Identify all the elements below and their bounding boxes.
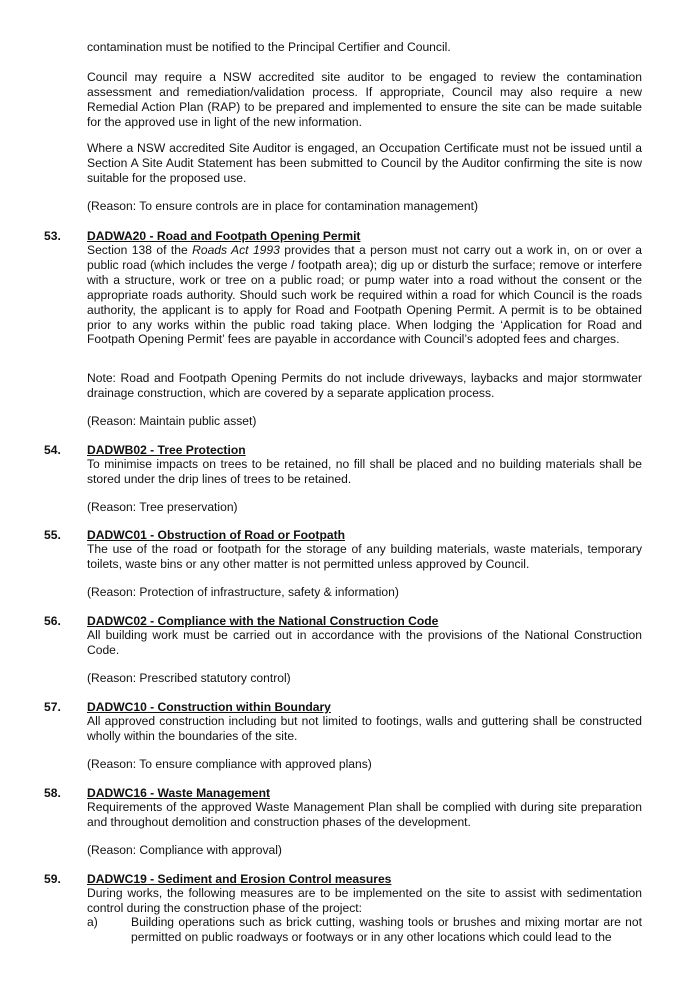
- act-title: Roads Act 1993: [192, 243, 280, 257]
- condition-body: Requirements of the approved Waste Management Plan shall be complied with during site preparation and throughout demolition and construction phases of the development.: [87, 800, 642, 829]
- condition-note: Note: Road and Footpath Opening Permits do not include driveways, laybacks and major stormwater drainage construction, which are covered by a separate application process.: [87, 371, 642, 400]
- condition-number: 58.: [44, 786, 61, 800]
- list-item-text: Building operations such as brick cutting, washing tools or brushes and mixing mortar are not permitted on public roadways or footways or in any other locations which could lead to the: [131, 915, 642, 944]
- condition-heading: DADWA20 - Road and Footpath Opening Permit: [87, 229, 361, 243]
- condition-heading: DADWC01 - Obstruction of Road or Footpath: [87, 528, 345, 542]
- condition-body: [87, 243, 642, 347]
- condition-reason: (Reason: Protection of infrastructure, safety & information): [87, 585, 399, 599]
- intro-paragraph-2: Council may require a NSW accredited site auditor to be engaged to review the contamination assessment and remediation/validation process. If appropriate, Council may also require a new Remedial Action Plan (RAP) to be prepared and implemented to ensure the site can be made suitable for the approved use in light of the new information.: [87, 70, 642, 129]
- list-item-label: a): [87, 915, 98, 929]
- condition-reason: (Reason: Tree preservation): [87, 500, 238, 514]
- condition-body: All building work must be carried out in accordance with the provisions of the National Construction Code.: [87, 628, 642, 657]
- condition-number: 53.: [44, 229, 61, 243]
- intro-reason: (Reason: To ensure controls are in place for contamination management): [87, 199, 479, 213]
- condition-number: 56.: [44, 614, 61, 628]
- condition-body: During works, the following measures are to be implemented on the site to assist with sedimentation control during the construction phase of the project:: [87, 886, 642, 915]
- condition-number: 55.: [44, 528, 61, 542]
- condition-heading: DADWB02 - Tree Protection: [87, 443, 246, 457]
- condition-heading: DADWC02 - Compliance with the National Construction Code: [87, 614, 439, 628]
- intro-paragraph-3: Where a NSW accredited Site Auditor is engaged, an Occupation Certificate must not be issued until a Section A Site Audit Statement has been submitted to Council by the Auditor confirming the site is now suitable for the proposed use.: [87, 141, 642, 185]
- condition-reason: (Reason: Compliance with approval): [87, 843, 282, 857]
- condition-body: All approved construction including but not limited to footings, walls and guttering shall be constructed wholly within the boundaries of the site.: [87, 714, 642, 743]
- condition-heading: DADWC16 - Waste Management: [87, 786, 271, 800]
- intro-paragraph-1: contamination must be notified to the Principal Certifier and Council.: [87, 40, 451, 54]
- condition-reason: (Reason: To ensure compliance with approved plans): [87, 757, 372, 771]
- condition-heading: DADWC19 - Sediment and Erosion Control measures: [87, 872, 392, 886]
- body-text: Section 138 of the: [87, 243, 193, 257]
- condition-body: The use of the road or footpath for the storage of any building materials, waste materials, temporary toilets, waste bins or any other matter is not permitted unless approved by Council.: [87, 542, 642, 571]
- condition-reason: (Reason: Prescribed statutory control): [87, 671, 291, 685]
- condition-reason: (Reason: Maintain public asset): [87, 414, 257, 428]
- body-text: provides that a person must not carry out a work in, on or over a public road (which includes the verge / footpath area); dig up or disturb the surface; remove or interfere with a structure, work or tree on a public road; or pump water into a road without the consent or the appropriate roads authority. Should such work be required within a road for which Council is the roads authority, the applicant is to apply for Road and Footpath Opening Permit. A permit is to be obtained prior to any works within the public road taking place. When lodging the ‘Application for Road and Footpath Opening Permit’ fees are payable in accordance with Council’s adopted fees and charges.: [87, 243, 643, 347]
- condition-number: 54.: [44, 443, 61, 457]
- condition-number: 59.: [44, 872, 61, 886]
- condition-heading: DADWC10 - Construction within Boundary: [87, 700, 331, 714]
- condition-number: 57.: [44, 700, 61, 714]
- condition-body: To minimise impacts on trees to be retained, no fill shall be placed and no building materials shall be stored under the drip lines of trees to be retained.: [87, 457, 642, 486]
